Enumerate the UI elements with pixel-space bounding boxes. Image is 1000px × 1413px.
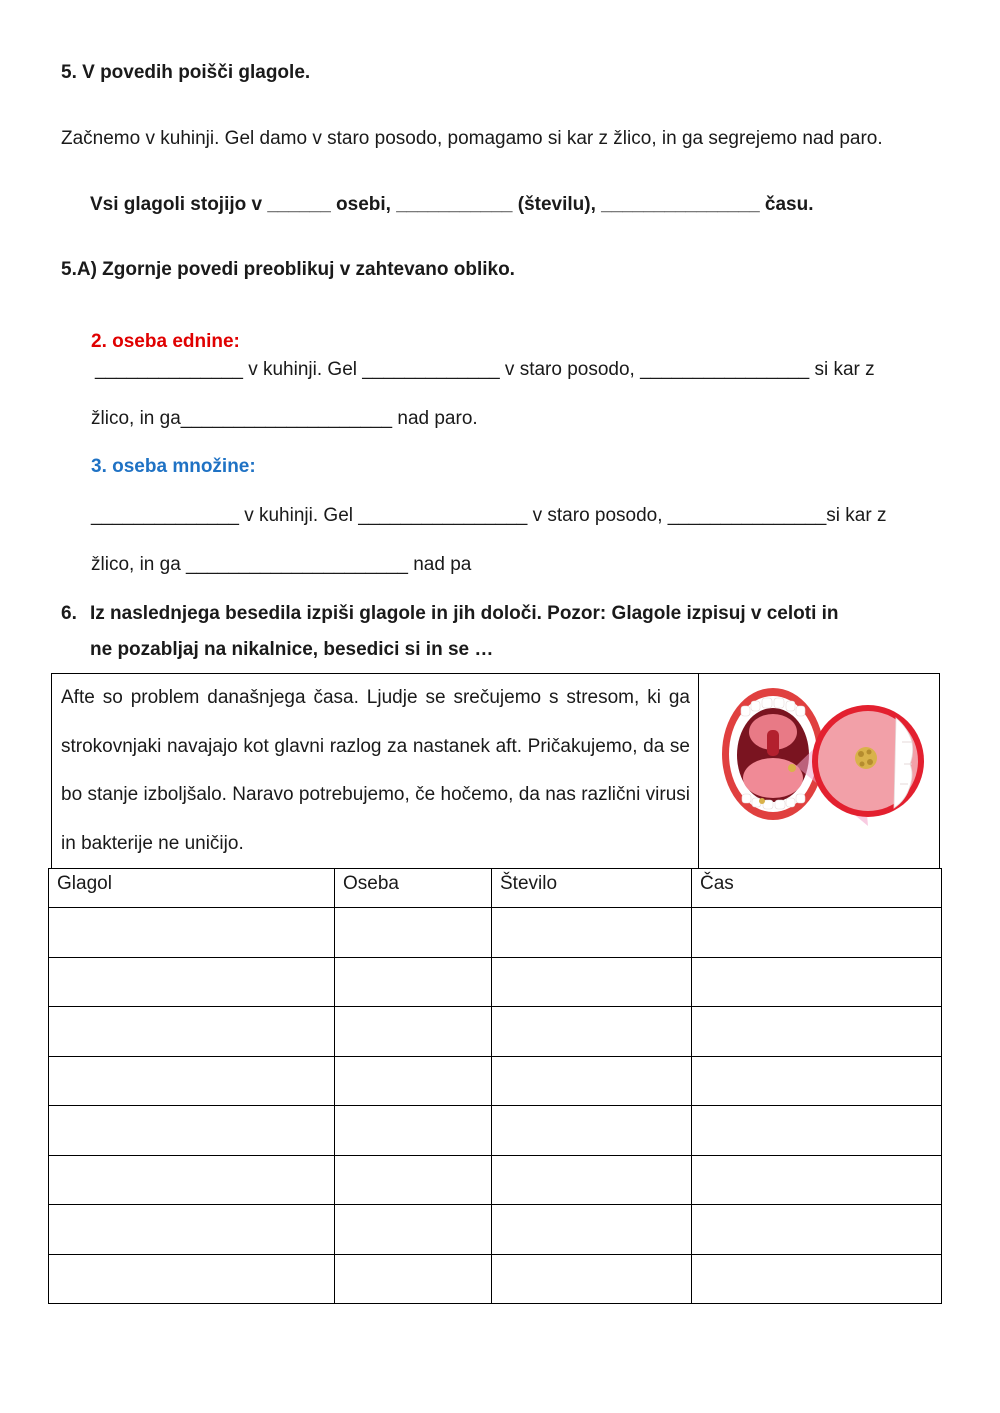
- cell-stevilo[interactable]: [492, 1155, 692, 1205]
- cell-stevilo[interactable]: [492, 1056, 692, 1106]
- cell-cas[interactable]: [692, 1254, 942, 1304]
- cell-glagol[interactable]: [49, 1007, 335, 1057]
- passage-divider: [698, 674, 699, 868]
- mouth-ulcer-illustration: [718, 676, 924, 866]
- cell-cas[interactable]: [692, 1155, 942, 1205]
- cell-glagol[interactable]: [49, 1056, 335, 1106]
- cell-cas[interactable]: [692, 1056, 942, 1106]
- cell-oseba[interactable]: [335, 1205, 492, 1255]
- cell-stevilo[interactable]: [492, 908, 692, 958]
- table-row: [49, 957, 942, 1007]
- second-person-line-2: žlico, in ga____________________ nad paro.: [91, 408, 478, 429]
- passage-box: [51, 673, 940, 869]
- task5-heading: 5. V povedih poišči glagole.: [61, 62, 311, 83]
- header-stevilo: Število: [492, 869, 692, 908]
- verbs-table: [48, 868, 942, 1304]
- task5-summary: Vsi glagoli stojijo v ______ osebi, ___________ (številu), _______________ času.: [90, 194, 814, 215]
- cell-glagol[interactable]: [49, 1254, 335, 1304]
- cell-glagol[interactable]: [49, 1205, 335, 1255]
- task6-heading-line-1: Iz naslednjega besedila izpiši glagole in jih določi. Pozor: Glagole izpisuj v celoti in: [90, 603, 839, 624]
- cell-glagol[interactable]: [49, 957, 335, 1007]
- cell-glagol[interactable]: [49, 908, 335, 958]
- header-oseba: Oseba: [335, 869, 492, 908]
- third-person-plural-label: 3. oseba množine:: [91, 456, 256, 477]
- table-row: [49, 1007, 942, 1057]
- cell-stevilo[interactable]: [492, 1007, 692, 1057]
- task5a-heading: 5.A) Zgornje povedi preoblikuj v zahtevano obliko.: [61, 259, 515, 280]
- second-person-line-1: ______________ v kuhinji. Gel _____________ v staro posodo, ________________ si kar z: [95, 359, 875, 380]
- cell-oseba[interactable]: [335, 1056, 492, 1106]
- cell-oseba[interactable]: [335, 1155, 492, 1205]
- task5-sentence: Začnemo v kuhinji. Gel damo v staro posodo, pomagamo si kar z žlico, in ga segrejemo nad paro.: [61, 128, 883, 149]
- cell-cas[interactable]: [692, 1007, 942, 1057]
- cell-cas[interactable]: [692, 1106, 942, 1156]
- magnified-ulcer-icon: [812, 705, 924, 817]
- table-row: [49, 1254, 942, 1304]
- table-row: [49, 1056, 942, 1106]
- cell-cas[interactable]: [692, 957, 942, 1007]
- header-glagol: Glagol: [49, 869, 335, 908]
- header-cas: Čas: [692, 869, 942, 908]
- cell-oseba[interactable]: [335, 1254, 492, 1304]
- task6-heading-line-2: ne pozabljaj na nikalnice, besedici si in se …: [90, 639, 494, 660]
- cell-stevilo[interactable]: [492, 1254, 692, 1304]
- cell-stevilo[interactable]: [492, 1205, 692, 1255]
- cell-cas[interactable]: [692, 1205, 942, 1255]
- table-row: [49, 1205, 942, 1255]
- second-person-singular-label: 2. oseba ednine:: [91, 331, 240, 352]
- table-row: [49, 908, 942, 958]
- cell-oseba[interactable]: [335, 908, 492, 958]
- table-row: [49, 1155, 942, 1205]
- cell-glagol[interactable]: [49, 1155, 335, 1205]
- cell-cas[interactable]: [692, 908, 942, 958]
- passage-text: Afte so problem današnjega časa. Ljudje se srečujemo s stresom, ki ga strokovnjaki navajajo kot glavni razlog za nastanek aft. Pričakujemo, da se bo stanje izboljšalo. Naravo potrebujemo, če hočemo, da nas različni virusi in bakterije ne uničijo.: [61, 687, 690, 854]
- cell-stevilo[interactable]: [492, 957, 692, 1007]
- cell-oseba[interactable]: [335, 1106, 492, 1156]
- table-row: [49, 1106, 942, 1156]
- third-person-line-2: žlico, in ga _____________________ nad pa: [91, 554, 472, 575]
- cell-stevilo[interactable]: [492, 1106, 692, 1156]
- cell-glagol[interactable]: [49, 1106, 335, 1156]
- table-header-row: [49, 869, 942, 908]
- cell-oseba[interactable]: [335, 957, 492, 1007]
- cell-oseba[interactable]: [335, 1007, 492, 1057]
- third-person-line-1: ______________ v kuhinji. Gel ________________ v staro posodo, _______________si kar z: [91, 505, 887, 526]
- task6-number: 6.: [61, 603, 77, 624]
